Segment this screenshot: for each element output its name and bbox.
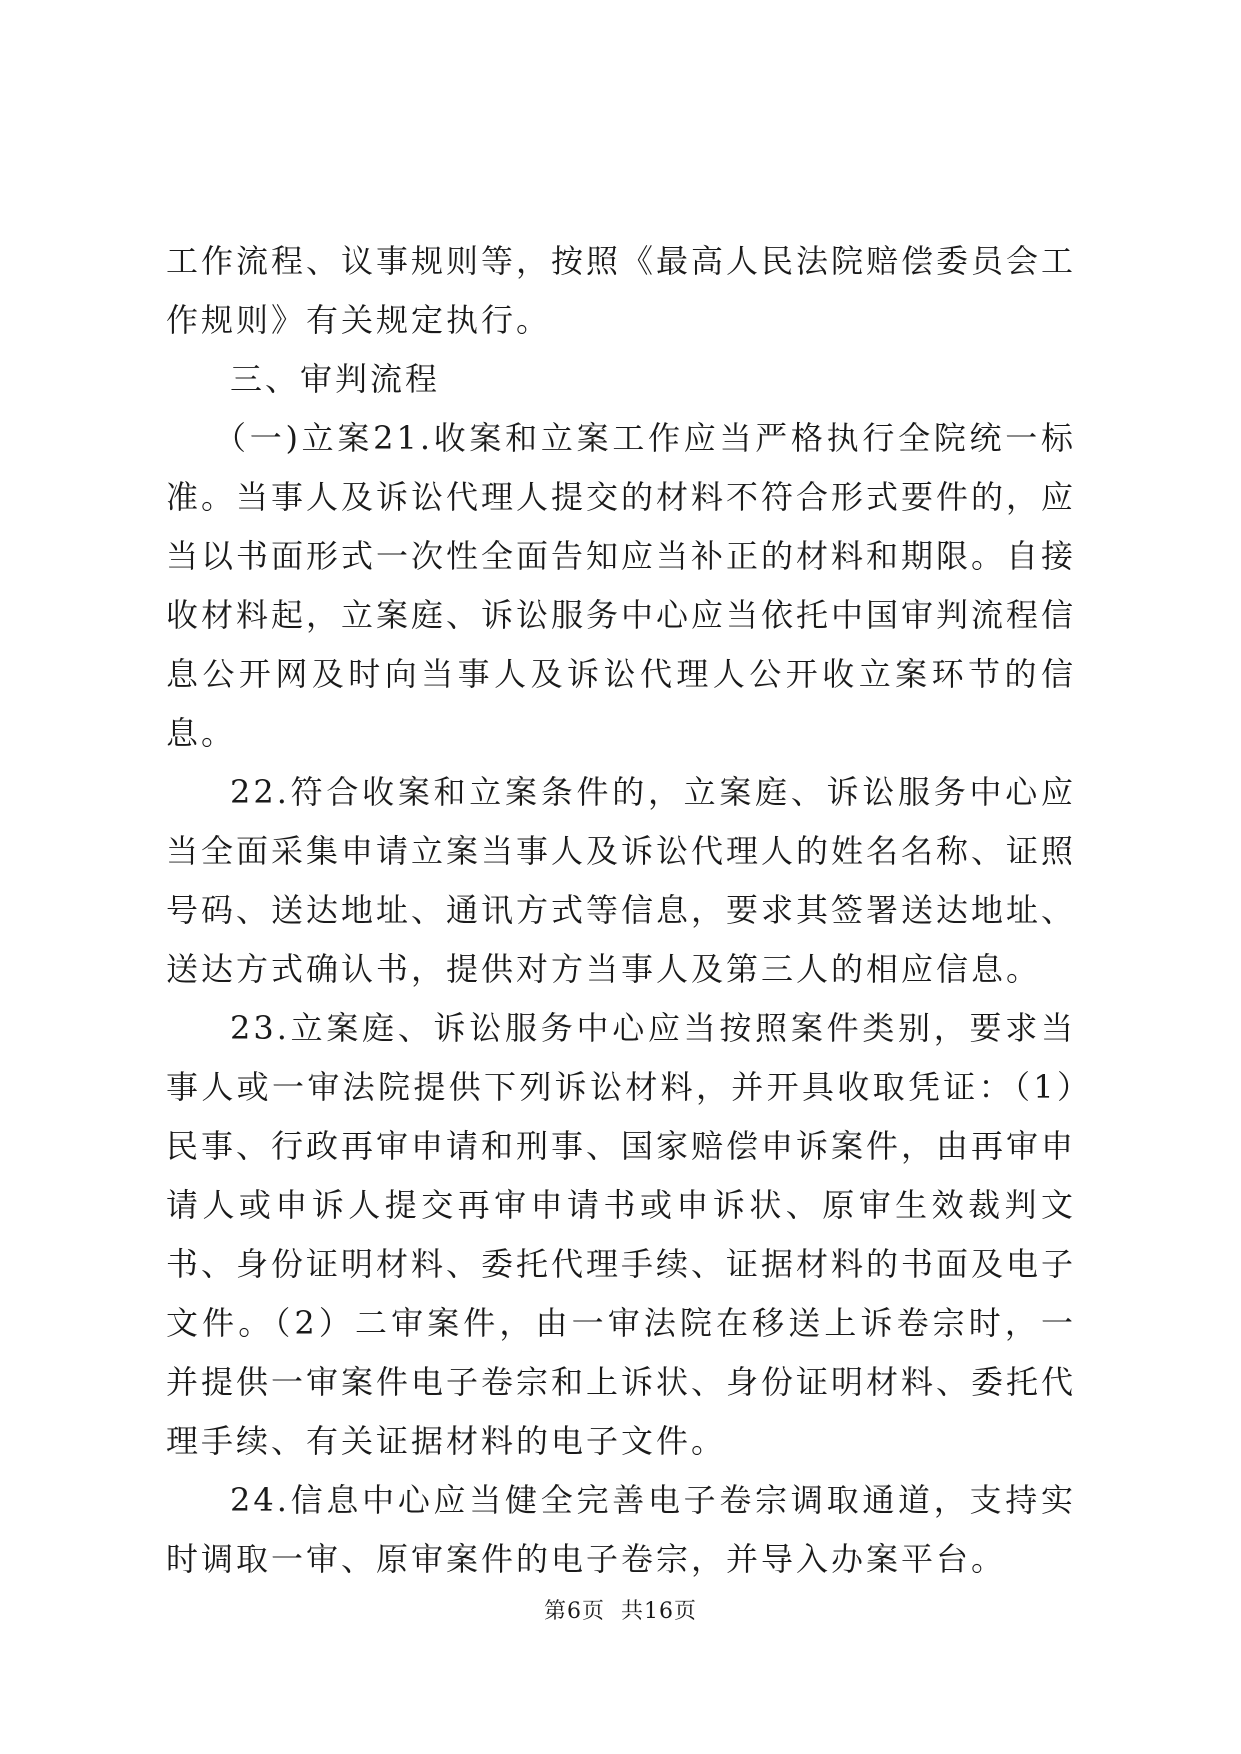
paragraph-22: 22.符合收案和立案条件的，立案庭、诉讼服务中心应当全面采集申请立案当事人及诉讼代理人的姓名名称、证照号码、送达地址、通讯方式等信息，要求其签署送达地址、送达方式确认书，提供对方当事人及第三人的相应信息。 [166,773,1077,988]
document-body [166,232,1076,1589]
paragraph-filing: （一)立案21.收案和立案工作应当严格执行全院统一标准。当事人及诉讼代理人提交的材料不符合形式要件的，应当以书面形式一次性全面告知应当补正的材料和期限。自接收材料起，立案庭、诉讼服务中心应当依托中国审判流程信息公开网及时向当事人及诉讼代理人公开收立案环节的信息。 [166,419,1077,752]
paragraph-continuation: 工作流程、议事规则等，按照《最高人民法院赔偿委员会工作规则》有关规定执行。 [166,242,1077,339]
section-heading: 三、审判流程 [230,360,441,398]
paragraph-24: 24.信息中心应当健全完善电子卷宗调取通道，支持实时调取一审、原审案件的电子卷宗，并导入办案平台。 [166,1481,1076,1578]
page-number: 第6页 [544,1599,605,1624]
page-total: 共16页 [621,1599,697,1624]
paragraph-23: 23.立案庭、诉讼服务中心应当按照案件类别，要求当事人或一审法院提供下列诉讼材料，并开具收取凭证：（1）民事、行政再审申请和刑事、国家赔偿申诉案件，由再审申请人或申诉人提交再审申请书或申诉状、原审生效裁判文书、身份证明材料、委托代理手续、证据材料的书面及电子文件。（2）二审案件，由一审法院在移送上诉卷宗时，一并提供一审案件电子卷宗和上诉状、身份证明材料、委托代理手续、有关证据材料的电子文件。 [166,1009,1077,1460]
page-footer [0,1594,1241,1625]
